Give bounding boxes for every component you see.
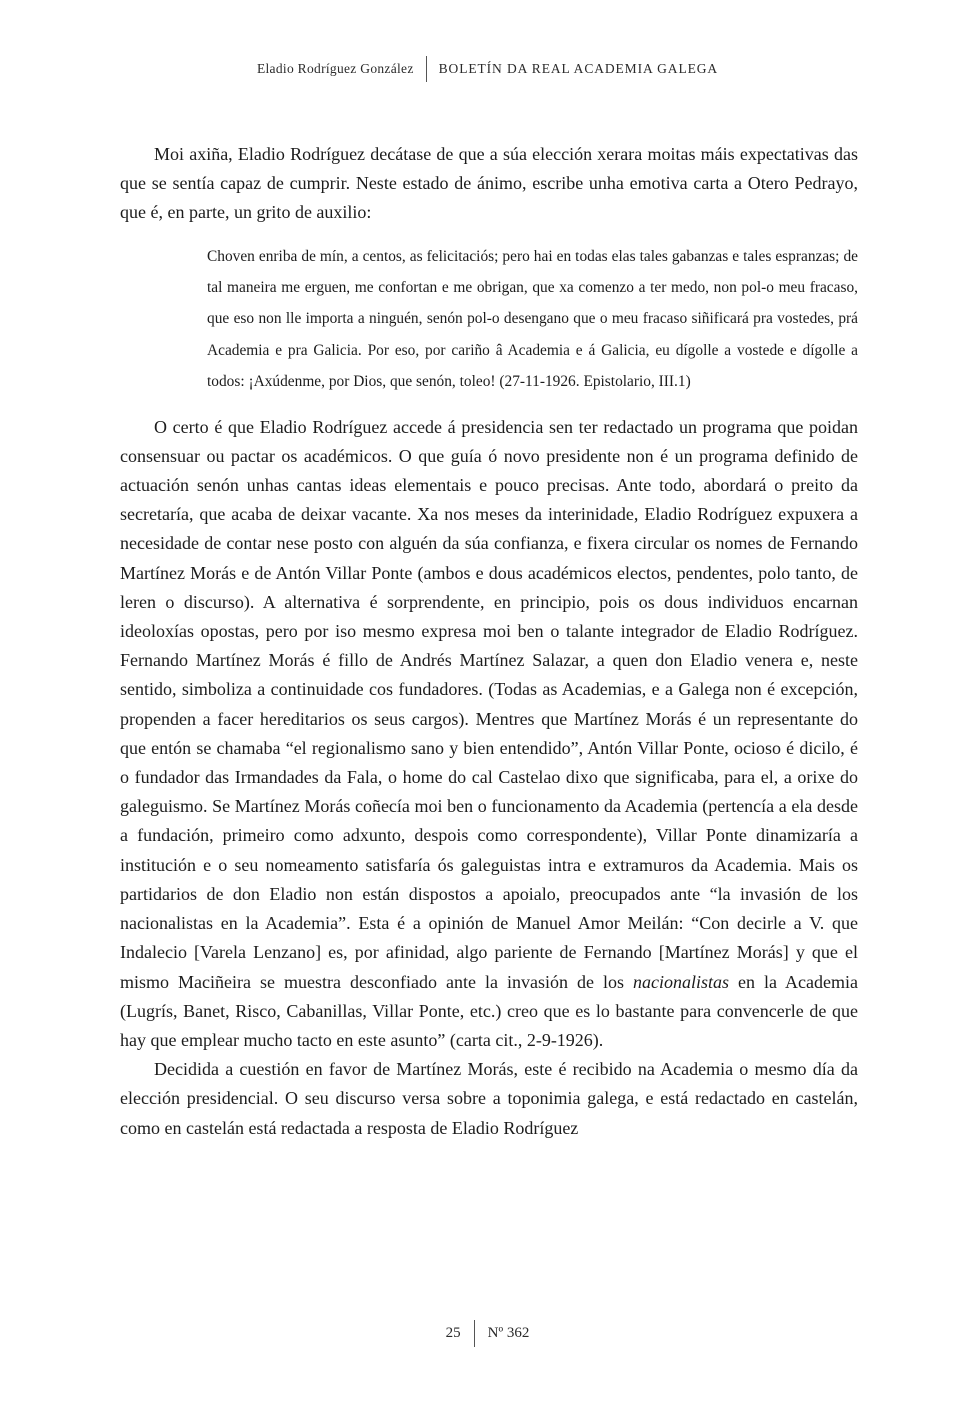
issue-number: Nº 362 [487,1325,530,1341]
blockquote-letter: Choven enriba de mín, a centos, as felicitaciós; pero hai en todas elas tales gabanzas e tales espranzas; de tal maneira me erguen, me confortan e me obrigan, que xa comenzo a ter medo, non pol-o meu fracaso, que eso non lle importa a ninguén, senón pol-o desengano que o meu fracaso siñificará pra vostedes, prá Academia e pra Galicia. Por eso, por cariño â Academia e á Galicia, eu dígolle a vostede e dígolle a todos: ¡Axúdenme, por Dios, que senón, toleo! (27-11-1926. Epistolario, III.1) [207,247,858,391]
running-head-author: Eladio Rodríguez González [256,61,414,76]
page-header [0,56,975,82]
paragraph-main-text-cont: en la Academia (Lugrís, Banet, Risco, Cabanillas, Villar Ponte, etc.) creo que es lo bastante para convencerle de que hay que emplear mucho tacto en este asunto” (carta cit., 2-9-1926). [120,971,858,1050]
paragraph-main-text: O certo é que Eladio Rodríguez accede á presidencia sen ter redactado un programa que poidan consensuar ou pactar os académicos. O que guía ó novo presidente non é un programa definido de actuación senón unhas cantas ideas elementais e pouco precisas. Ante todo, abordará o preito da secretaría, que acaba de deixar vacante. Xa nos meses da interinidade, Eladio Rodríguez expuxera a necesidade de contar nese posto con alguén da súa confianza, e fixera circular os nomes de Fernando Martínez Morás e de Antón Villar Ponte (ambos e dous académicos electos, pendentes, polo tanto, de leren o discurso). A alternativa é sorprendente, en principio, pois os dous individuos encarnan ideoloxías opostas, pero por iso mesmo expresa moi ben o talante integrador de Eladio Rodríguez. Fernando Martínez Morás é fillo de Andrés Martínez Salazar, a quen don Eladio venera e, neste sentido, simboliza a continuidade cos fundadores. (Todas as Academias, e a Galega non é excepción, propenden a facer hereditarios os seus cargos). Mentres que Martínez Morás é un representante do que entón se chamaba “el regionalismo sano y bien entendido”, Antón Villar Ponte, ocioso é dicilo, é o fundador das Irmandades da Fala, o home do cal Castelao dixo que significaba, para el, a orixe do galeguismo. Se Martínez Morás coñecía moi ben o funcionamento da Academia (pertencía a ela desde a fundación, primeiro como adxunto, despois como correspondente), Villar Ponte dinamizaría a institución e o seu nomeamento satisfaría ós galeguistas intra e extramuros da Academia. Mais os partidarios de don Eladio non están dispostos a apoialo, preocupados ante “la invasión de los nacionalistas en la Academia”. Esta é a opinión de Manuel Amor Meilán: “Con decirle a V. que Indalecio [Varela Lenzano] es, por afinidad, algo pariente de Fernando [Martínez Morás] y que el mismo Maciñeira se muestra desconfiado ante la invasión de los [120,416,858,992]
paragraph-intro: Moi axiña, Eladio Rodríguez decátase de que a súa elección xerara moitas máis expectativas das que se sentía capaz de cumprir. Neste estado de ánimo, escribe unha emotiva carta a Otero Pedrayo, que é, en parte, un grito de auxilio: [120,144,858,223]
page-footer [0,1320,975,1347]
footer-divider [474,1320,475,1347]
paragraph-main [120,413,858,1055]
running-head-journal: BOLETÍN DA REAL ACADEMIA GALEGA [438,61,719,76]
article-body [120,140,858,1143]
page-number: 25 [445,1325,461,1341]
header-divider [426,56,427,82]
italic-term: nacionalistas [633,971,730,992]
paragraph-closing: Decidida a cuestión en favor de Martínez Morás, este é recibido na Academia o mesmo día da elección presidencial. O seu discurso versa sobre a toponimia galega, e está redactado en castelán, como en castelán está redactada a resposta de Eladio Rodríguez [120,1059,858,1138]
